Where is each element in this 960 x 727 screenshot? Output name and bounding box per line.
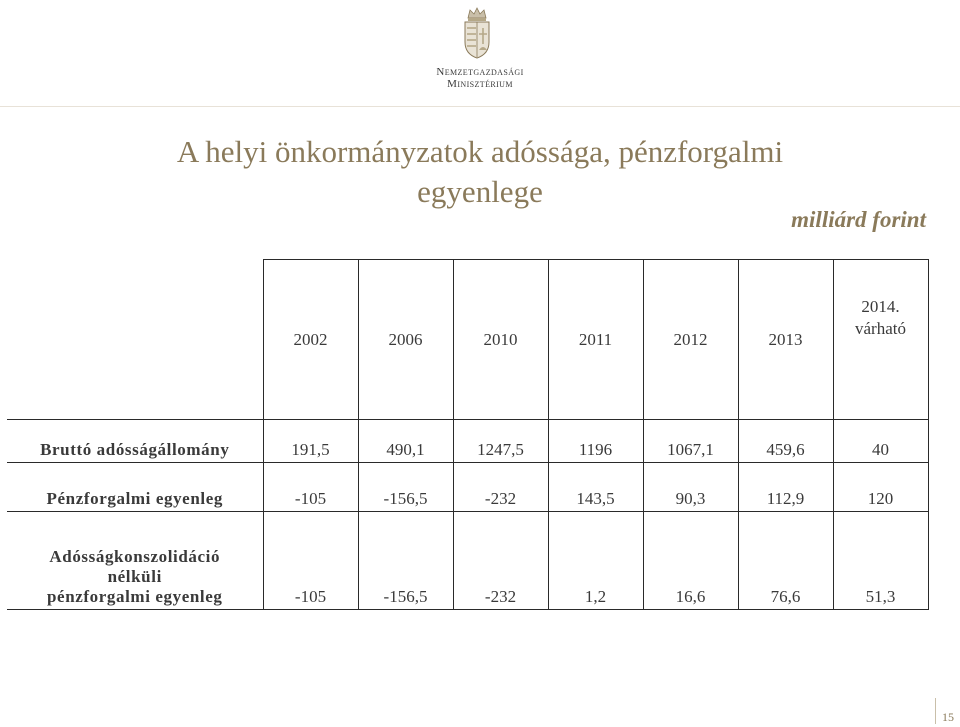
table-cell: -156,5 (358, 512, 453, 610)
table-cell: -232 (453, 463, 548, 512)
table-cell: 459,6 (738, 420, 833, 463)
row-label: Pénzforgalmi egyenleg (7, 463, 263, 512)
header-divider (0, 106, 960, 107)
forecast-year: 2014. (861, 297, 900, 316)
table-row (7, 463, 928, 512)
ministry-logo (0, 0, 960, 100)
row-label (7, 512, 263, 610)
debt-table (7, 259, 929, 610)
table-cell: -156,5 (358, 463, 453, 512)
row-label-line: Adósságkonszolidáció (49, 547, 221, 566)
table-header-row (7, 260, 928, 420)
table-row (7, 512, 928, 610)
page-number: 15 (942, 710, 954, 724)
year-header: 2002 (263, 260, 358, 420)
table-cell: -105 (263, 463, 358, 512)
table-cell: 40 (833, 420, 928, 463)
table-cell: 1196 (548, 420, 643, 463)
year-header: 2013 (738, 260, 833, 420)
table-cell: 51,3 (833, 512, 928, 610)
ministry-name-line2: Minisztérium (447, 78, 513, 90)
table-cell: 120 (833, 463, 928, 512)
ministry-name-line1: Nemzetgazdasági (436, 66, 524, 78)
year-header: 2010 (453, 260, 548, 420)
forecast-note: várható (855, 319, 906, 338)
coat-of-arms-icon (461, 6, 493, 60)
year-header: 2011 (548, 260, 643, 420)
table-cell: 143,5 (548, 463, 643, 512)
header-corner (7, 260, 263, 420)
table-cell: 90,3 (643, 463, 738, 512)
year-header: 2012 (643, 260, 738, 420)
table-cell: -232 (453, 512, 548, 610)
unit-label: milliárd forint (791, 207, 926, 232)
year-header: 2006 (358, 260, 453, 420)
table-cell: 1247,5 (453, 420, 548, 463)
table-cell: 490,1 (358, 420, 453, 463)
table-cell: 1067,1 (643, 420, 738, 463)
row-label-line: pénzforgalmi egyenleg (47, 587, 223, 606)
row-label-line: nélküli (107, 567, 162, 586)
slide-title-line1: A helyi önkormányzatok adóssága, pénzforgalmi (176, 134, 784, 169)
table-cell: -105 (263, 512, 358, 610)
table-cell: 16,6 (643, 512, 738, 610)
year-header-forecast (833, 260, 928, 420)
table-cell: 191,5 (263, 420, 358, 463)
slide-title-line2: egyenlege (417, 174, 543, 209)
row-label: Bruttó adósságállomány (7, 420, 263, 463)
table-cell: 76,6 (738, 512, 833, 610)
table-cell: 1,2 (548, 512, 643, 610)
table-cell: 112,9 (738, 463, 833, 512)
page-number-divider (935, 698, 936, 724)
table-row (7, 420, 928, 463)
